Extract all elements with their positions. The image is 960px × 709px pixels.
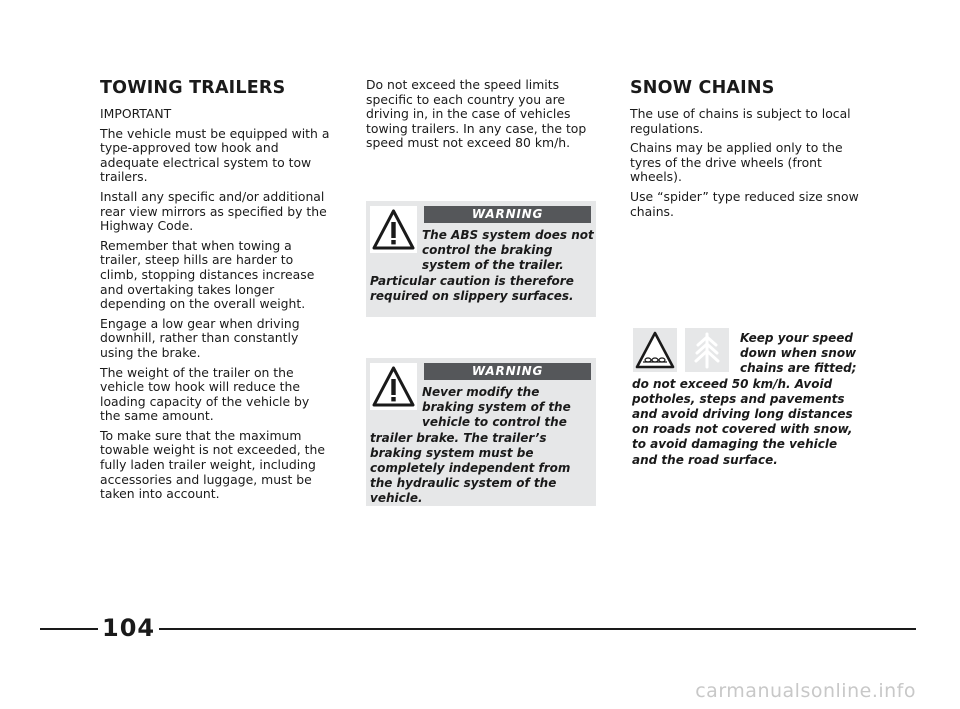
speed-note: Do not exceed the speed limits specific to each country you are driving in, in the case of vehicles towing trailers. In any case, the top speed must not exceed 80 km/h.: [366, 77, 587, 151]
snow-chains-caution: [630, 325, 865, 495]
towing-paragraph: Remember that when towing a trailer, steep hills are harder to climb, stopping distances increase and overtaking takes longer depending on the overall weight.: [100, 237, 315, 312]
snow-chains-paragraph: Use “spider” type reduced size snow chains.: [630, 188, 859, 219]
snow-chains-paragraph: The use of chains is subject to local regulations.: [630, 106, 851, 136]
snow-chains-heading: SNOW CHAINS: [630, 78, 775, 98]
towing-paragraph: The weight of the trailer on the vehicle tow hook will reduce the loading capacity of the vehicle by the same amount.: [100, 364, 310, 424]
towing-heading: TOWING TRAILERS: [100, 78, 286, 98]
towing-section: [100, 78, 332, 507]
warning-label: WARNING: [424, 206, 591, 223]
page-number: 104: [98, 613, 159, 643]
warning-box-brakes: [366, 358, 596, 506]
warning-box-abs: [366, 201, 596, 317]
snow-chains-section: [630, 78, 862, 224]
towing-paragraph: Install any specific and/or additional rear view mirrors as specified by the Highway Code.: [100, 188, 327, 234]
footer-rule: [40, 628, 916, 630]
towing-important: IMPORTANT: [100, 106, 172, 121]
watermark: carmanualsonline.info: [695, 680, 916, 702]
warning-label: WARNING: [424, 363, 591, 380]
snow-chains-paragraph: Chains may be applied only to the tyres of the drive wheels (front wheels).: [630, 140, 843, 185]
towing-paragraph: The vehicle must be equipped with a type-approved tow hook and adequate electrical system to tow trailers.: [100, 125, 330, 185]
warning-text: The ABS system does not control the braking system of the trailer. Particular caution is therefore required on slippery surfaces.: [370, 228, 594, 303]
warning-text: Never modify the braking system of the vehicle to control the trailer brake. The trailer’s braking system must be completely independent from the hydraulic system of the vehicle.: [370, 385, 571, 506]
towing-paragraph: To make sure that the maximum towable weight is not exceeded, the fully laden trailer weight, including accessories and luggage, must be taken into account.: [100, 427, 325, 502]
snow-chains-caution-text: Keep your speed down when snow chains are fitted; do not exceed 50 km/h. Avoid potholes, steps and pavements and avoid driving long distances on roads not covered with snow, to avoid damaging the vehicle and the road surface.: [632, 331, 857, 467]
towing-paragraph: Engage a low gear when driving downhill, rather than constantly using the brake.: [100, 315, 300, 360]
speed-note-section: [366, 78, 598, 156]
